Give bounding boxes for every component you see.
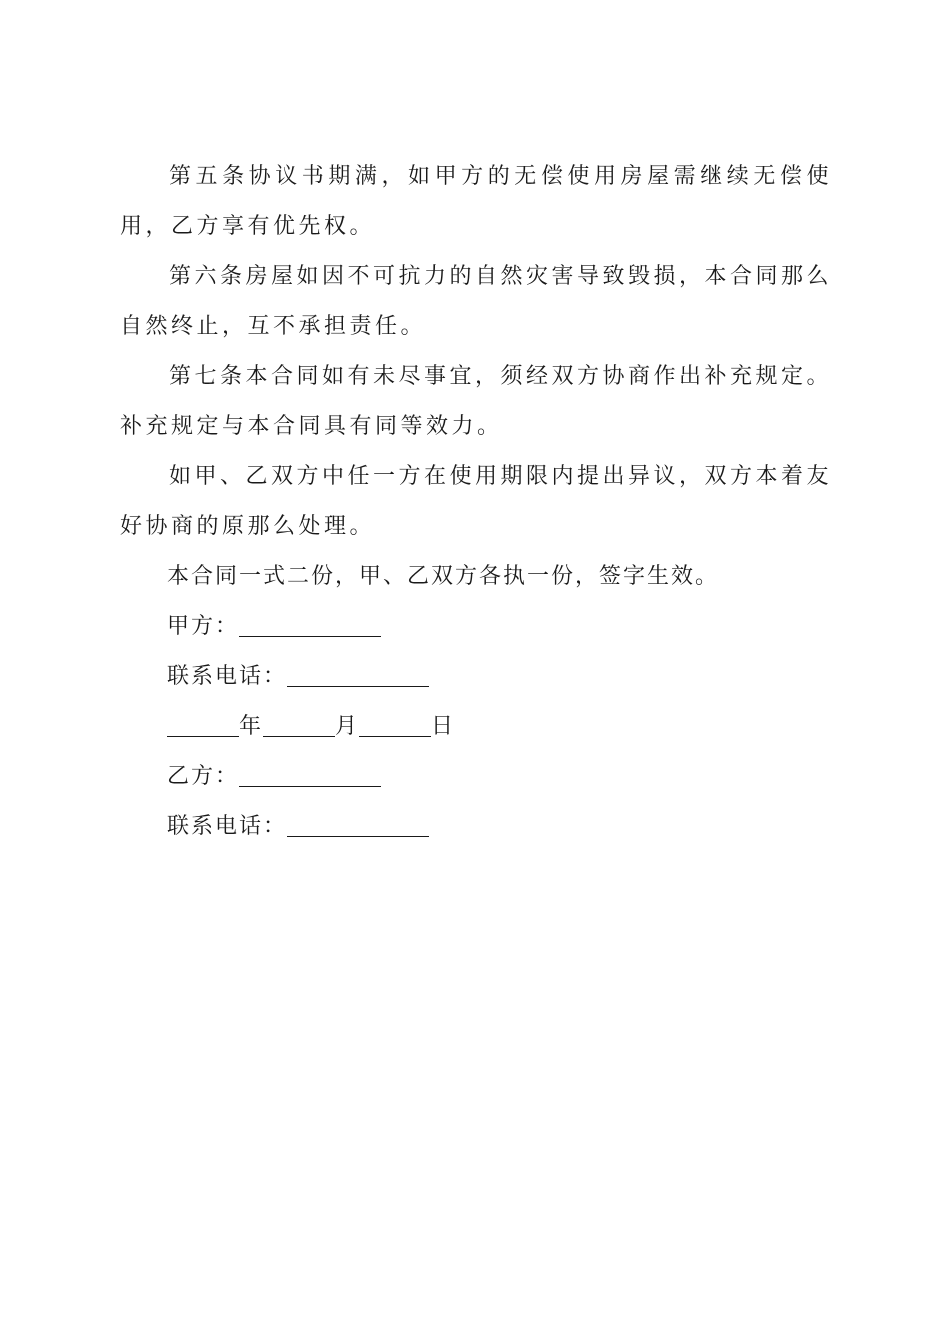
year-blank	[167, 718, 239, 737]
party-a-phone-line	[120, 652, 832, 702]
party-a-label: 甲方：	[167, 614, 240, 639]
day-label: 日	[431, 714, 456, 739]
party-b-phone-line	[120, 802, 832, 852]
day-blank	[359, 718, 431, 737]
party-a-phone-blank	[287, 668, 429, 687]
party-a-phone-label: 联系电话：	[167, 664, 288, 689]
contract-body	[120, 152, 832, 852]
party-b-phone-label: 联系电话：	[167, 814, 288, 839]
party-b-label: 乙方：	[167, 764, 240, 789]
party-b-signature-blank	[239, 768, 381, 787]
clause-5: 第五条协议书期满，如甲方的无偿使用房屋需继续无偿使用，乙方享有优先权。	[120, 164, 832, 239]
date-line	[120, 702, 832, 752]
dispute-clause: 如甲、乙双方中任一方在使用期限内提出异议，双方本着友好协商的原那么处理。	[120, 464, 833, 539]
party-b-phone-blank	[287, 818, 429, 837]
clause-7: 第七条本合同如有未尽事宜，须经双方协商作出补充规定。补充规定与本合同具有同等效力。	[120, 364, 833, 439]
party-a-line	[120, 602, 832, 652]
year-label: 年	[239, 714, 264, 739]
month-blank	[263, 718, 335, 737]
clause-6: 第六条房屋如因不可抗力的自然灾害导致毁损，本合同那么自然终止，互不承担责任。	[120, 264, 833, 339]
copies-statement: 本合同一式二份，甲、乙双方各执一份，签字生效。	[167, 564, 720, 589]
party-b-line	[120, 752, 832, 802]
month-label: 月	[335, 714, 360, 739]
party-a-signature-blank	[239, 618, 381, 637]
